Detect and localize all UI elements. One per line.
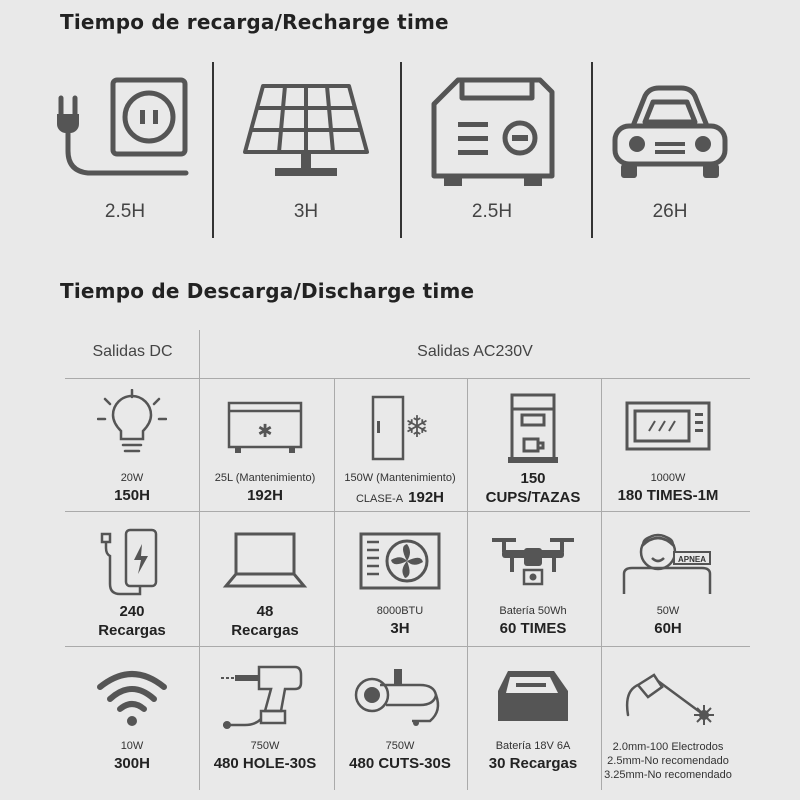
microwave-icon [623,399,713,459]
drone-icon [488,530,578,600]
cell-value: 180 TIMES-1M [617,487,719,504]
cell-value: 60 TIMES [499,620,567,637]
cell-spec: Batería 50Wh [499,605,567,617]
welder-cell [603,649,733,779]
grid-line [601,379,602,790]
cpap-apnea-cell [603,514,733,644]
coffee-machine-cell [468,381,598,511]
grid-line [65,511,750,512]
svg-text:❄: ❄ [404,410,430,445]
wifi-icon [92,661,172,731]
laptop-icon [220,528,310,598]
cell-value-line [335,487,465,506]
cell-value: 192H [408,489,445,506]
power-drill-icon [215,655,315,735]
cell-spec: 750W [250,740,280,752]
microwave-cell [603,381,733,511]
svg-text:✱: ✱ [257,421,273,442]
cell-spec-2: 2.5mm-No recomendado [607,755,729,767]
freezer-cell [200,381,330,511]
cell-spec: 2.0mm-100 Electrodos [612,741,724,753]
coffee-machine-icon [498,391,568,466]
grid-line [65,646,750,647]
air-conditioner-cell [335,514,465,644]
recharge-item-outlet [35,60,215,240]
cell-value: 30 Recargas [488,755,578,772]
phone-charging-cell [67,514,197,644]
phone-charging-icon [92,524,172,604]
cell-value: 192H [247,487,283,504]
recharge-value: 2.5H [471,201,513,222]
battery-charger-cell [468,649,598,779]
drone-cell [468,514,598,644]
apnea-label: APNEA [677,555,707,564]
cell-value: 150 [520,470,546,487]
cell-spec-3: 3.25mm-No recomendado [604,769,732,781]
car-icon [605,82,735,192]
grid-line [65,378,750,379]
air-conditioner-icon [355,528,445,598]
laptop-cell [200,514,330,644]
recharge-item-car [580,60,760,240]
light-bulb-cell [67,381,197,511]
header-ac: Salidas AC230V [417,343,533,360]
solar-panel-icon [241,82,371,192]
freezer-icon [225,399,305,459]
battery-charger-icon [488,661,578,731]
angle-grinder-cell [335,649,465,779]
cell-spec-2: CLASE-A [355,493,404,505]
wall-outlet-icon [55,74,195,194]
cell-spec: 50W [656,605,680,617]
welder-icon [618,651,718,731]
cell-spec: 1000W [650,472,686,484]
header-dc: Salidas DC [92,343,173,360]
refrigerator-icon [365,393,435,468]
cell-value: 480 CUTS-30S [349,755,451,772]
generator-icon [422,74,562,194]
cell-spec: 750W [385,740,415,752]
cpap-apnea-icon [618,522,718,598]
angle-grinder-icon [350,655,450,735]
cell-spec: 10W [120,740,144,752]
cell-value: 150H [114,487,150,504]
recharge-value: 3H [293,201,319,222]
recharge-value: 26H [652,201,688,222]
cell-value-2: Recargas [98,622,166,639]
cell-spec: 20W [120,472,144,484]
wifi-cell [67,649,197,779]
refrigerator-cell [335,381,465,511]
cell-value-2: CUPS/TAZAS [485,489,581,506]
recharge-value: 2.5H [104,201,146,222]
recharge-item-solar [216,60,396,240]
light-bulb-icon [97,389,167,459]
recharge-title: Tiempo de recarga/Recharge time [60,10,449,34]
cell-value: 240 [119,603,145,620]
cell-value: 48 [256,603,274,620]
cell-value: 480 HOLE-30S [213,755,317,772]
recharge-item-generator [402,60,582,240]
cell-spec: Batería 18V 6A [495,740,571,752]
cell-value: 300H [114,755,150,772]
divider [212,62,214,238]
power-drill-cell [200,649,330,779]
cell-value-2: Recargas [231,622,299,639]
cell-spec: 8000BTU [376,605,424,617]
cell-value: 60H [654,620,682,637]
discharge-title: Tiempo de Descarga/Discharge time [60,279,475,303]
cell-value: 3H [390,620,410,637]
cell-spec: 150W (Mantenimiento) [344,472,456,484]
cell-spec: 25L (Mantenimiento) [214,472,316,484]
